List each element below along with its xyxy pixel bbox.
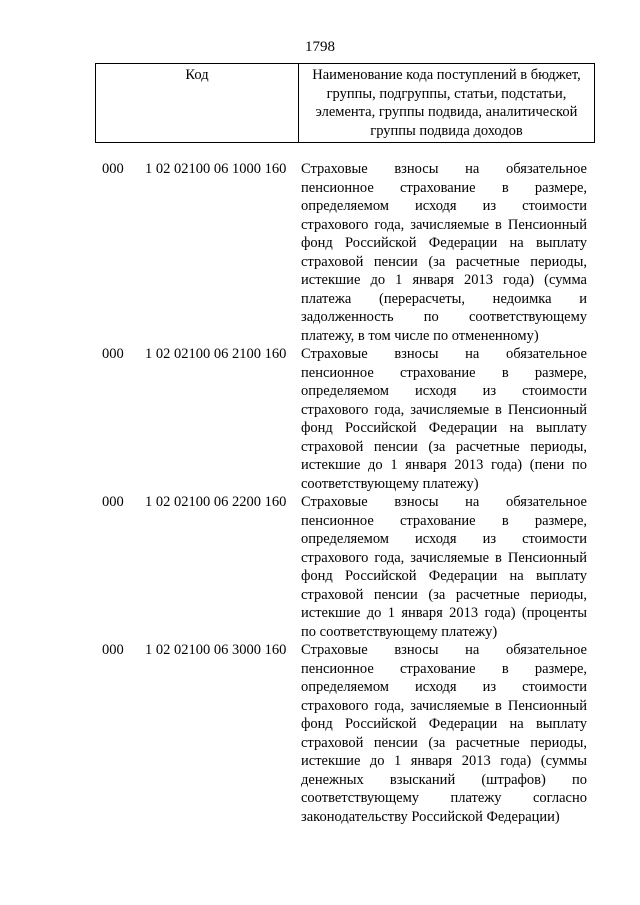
row-admin-code: 000 [102, 494, 124, 510]
row-revenue-code: 1 02 02100 06 2200 160 [145, 494, 287, 510]
header-name-column: Наименование кода поступлений в бюджет, группы, подгруппы, статьи, подстатьи, элемента, группы подвида, аналитической группы подвида доходов [312, 67, 581, 139]
row-revenue-code: 1 02 02100 06 3000 160 [145, 642, 287, 658]
row-description: Страховые взносы на обязательное пенсионное страхование в размере, определяемом исходя из стоимости страхового года, зачисляемые в Пенсионный фонд Российской Федерации на выплату страховой пенсии (за расчетные периоды, истекшие до 1 января 2013 года) (проценты по соответствующему платежу) [301, 494, 587, 640]
row-description: Страховые взносы на обязательное пенсионное страхование в размере, определяемом исходя из стоимости страхового года, зачисляемые в Пенсионный фонд Российской Федерации на выплату страховой пенсии (за расчетные периоды, истекшие до 1 января 2013 года) (суммы денежных взысканий (штрафов) по соответствующему платежу согласно законодательству Российской Федерации) [301, 642, 587, 825]
revenue-code-list [0, 160, 640, 826]
table-header [95, 63, 595, 143]
header-code-column: Код [96, 64, 299, 142]
row-admin-code: 000 [102, 642, 124, 658]
row-admin-code: 000 [102, 161, 124, 177]
table-row [0, 345, 640, 493]
row-revenue-code: 1 02 02100 06 2100 160 [145, 346, 287, 362]
row-description: Страховые взносы на обязательное пенсионное страхование в размере, определяемом исходя из стоимости страхового года, зачисляемые в Пенсионный фонд Российской Федерации на выплату страховой пенсии (за расчетные периоды, истекшие до 1 января 2013 года) (сумма платежа (перерасчеты, недоимка и задолженность по соответствующему платежу, в том числе по отмененному) [301, 161, 587, 344]
table-row [0, 160, 640, 345]
table-row [0, 493, 640, 641]
row-revenue-code: 1 02 02100 06 1000 160 [145, 161, 287, 177]
table-row [0, 641, 640, 826]
row-description: Страховые взносы на обязательное пенсионное страхование в размере, определяемом исходя из стоимости страхового года, зачисляемые в Пенсионный фонд Российской Федерации на выплату страховой пенсии (за расчетные периоды, истекшие до 1 января 2013 года) (пени по соответствующему платежу) [301, 346, 587, 492]
page-number: 1798 [305, 39, 335, 55]
row-admin-code: 000 [102, 346, 124, 362]
